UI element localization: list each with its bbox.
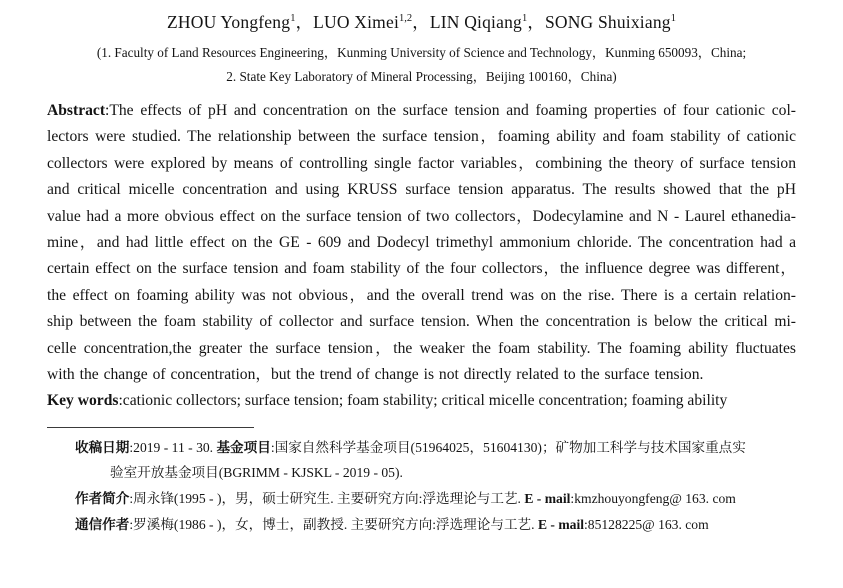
footnote-text: :85128225@ 163. com bbox=[584, 516, 709, 532]
affiliation-line-2: 2. State Key Laboratory of Mineral Processing，Beijing 100160，China) bbox=[226, 69, 617, 84]
footnote-text: :罗溪梅(1986 - )，女，博士，副教授. 主要研究方向:浮选理论与工艺. bbox=[129, 516, 538, 532]
author-name: LIN Qiqiang bbox=[429, 12, 522, 32]
footnote-divider bbox=[47, 427, 254, 428]
footnote-text: 验室开放基金项目(BGRIMM - KJSKL - 2019 - 05). bbox=[110, 465, 403, 481]
author-superscript: 1 bbox=[290, 13, 296, 24]
author-line bbox=[0, 0, 843, 33]
abstract-label: Abstract bbox=[47, 102, 106, 119]
abstract-line: ship between the foam stability of collector and surface tension. When the concentration is below the critical mi- bbox=[47, 313, 796, 331]
footnote-line bbox=[75, 435, 796, 461]
abstract-line: the effect on foaming ability was not obvious，and the overall trend was on the rise. There is a certain relation- bbox=[47, 286, 796, 304]
author-name: LUO Ximei bbox=[313, 12, 400, 32]
abstract-line: and critical micelle concentration and using KRUSS surface tension apparatus. The results showed that the pH bbox=[47, 181, 796, 199]
footnote-text: :国家自然科学基金项目(51964025，51604130)；矿物加工科学与技术国家重点实 bbox=[270, 439, 746, 455]
footnote-label: 作者简介 bbox=[75, 491, 130, 507]
footnote-label: E - mail bbox=[537, 516, 585, 532]
keywords-line bbox=[47, 388, 796, 414]
footnote-text: :2019 - 11 - 30. bbox=[129, 439, 217, 455]
affiliation-line-1: (1. Faculty of Land Resources Engineering，Kunming University of Science and Technology，Kunming 650093，China; bbox=[96, 45, 747, 60]
abstract-section bbox=[47, 98, 796, 388]
footnote-line bbox=[75, 460, 796, 486]
author-name: ， bbox=[295, 12, 314, 32]
footnote-label: 通信作者 bbox=[75, 516, 130, 532]
abstract-line: mine，and had little effect on the GE - 609 and Dodecyl trimethyl ammonium chloride. The concentration had a bbox=[47, 234, 796, 252]
footnote-line bbox=[75, 512, 796, 538]
footnote-label: 收稿日期 bbox=[75, 439, 130, 455]
footnote-text: :kmzhouyongfeng@ 163. com bbox=[570, 491, 736, 507]
abstract-line: with the change of concentration，but the trend of change is not directly related to the surface tension. bbox=[47, 366, 704, 384]
abstract-line: lectors were studied. The relationship between the surface tension，foaming ability and foam stability of cationic bbox=[47, 128, 796, 146]
author-name: SONG Shuixiang bbox=[544, 12, 671, 32]
keywords-label: Key words bbox=[47, 392, 119, 410]
author-name: ZHOU Yongfeng bbox=[167, 12, 291, 32]
abstract-line: celle concentration,the greater the surface tension，the weaker the foam stability. The foaming ability fluctuates bbox=[47, 339, 796, 357]
author-superscript: 1 bbox=[521, 13, 528, 24]
footnote-label: 基金项目 bbox=[216, 439, 271, 455]
footnote-section bbox=[47, 435, 796, 537]
abstract-line: collectors were explored by means of controlling single factor variables，combining the theory of surface tension bbox=[47, 154, 796, 172]
abstract-line: certain effect on the surface tension and foam stability of the four collectors，the influence degree was different， bbox=[47, 260, 796, 278]
footnote-line bbox=[75, 486, 796, 512]
keywords-text: :cationic collectors; surface tension; foam stability; critical micelle concentration; foaming ability bbox=[118, 392, 728, 410]
author-superscript: 1,2 bbox=[399, 13, 413, 24]
abstract-line: Abstract:The effects of pH and concentration on the surface tension and foaming properties of four cationic col- bbox=[47, 102, 796, 119]
footnote-label: E - mail bbox=[524, 491, 571, 507]
abstract-line: value had a more obvious effect on the surface tension of two collectors，Dodecylamine and N - Laurel ethanedia- bbox=[47, 207, 796, 225]
author-name: ， bbox=[412, 12, 430, 32]
footnote-text: :周永锋(1995 - )，男，硕士研究生. 主要研究方向:浮选理论与工艺. bbox=[129, 491, 525, 507]
author-superscript: 1 bbox=[670, 13, 676, 24]
author-name: ， bbox=[527, 12, 545, 32]
paper-body bbox=[47, 98, 796, 537]
